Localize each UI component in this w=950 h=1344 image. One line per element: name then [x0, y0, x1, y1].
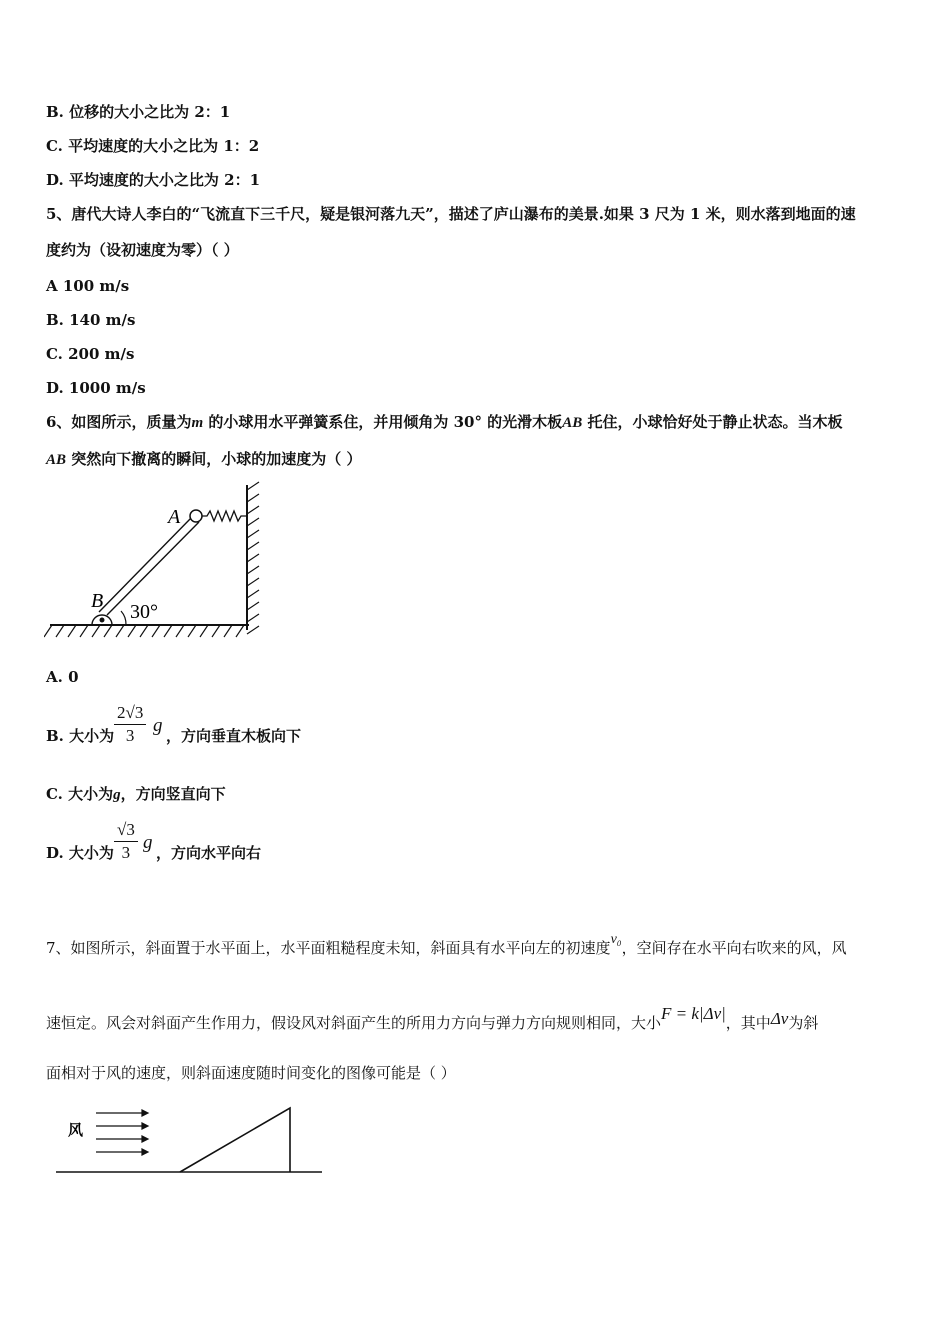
q5-option-a: A 100 m/s — [46, 277, 130, 295]
q6-option-d-label: D. 大小为 — [46, 844, 114, 862]
q7-stem-line2 — [46, 1004, 819, 1033]
hinge-pin — [100, 618, 105, 623]
label-a: A — [168, 506, 181, 528]
incline-block — [180, 1108, 290, 1172]
q6-option-b-direction: ，方向垂直木板向下 — [166, 727, 302, 745]
q7-initial-velocity: v₀ — [610, 932, 622, 947]
q6-option-b-fraction — [114, 703, 146, 746]
q6-option-c-label: C. 大小为 — [46, 785, 114, 803]
q6-option-b — [46, 726, 114, 746]
q6-stem-text-2: 的小球用水平弹簧系住，并用倾角为 30° 的光滑木板 — [208, 413, 563, 431]
q6-stem-line1 — [46, 412, 842, 433]
q6-mass-symbol: m — [191, 415, 204, 431]
q6-option-c-g: g — [113, 787, 121, 803]
q4-option-b: B. 位移的大小之比为 2：1 — [46, 103, 231, 121]
board-edge-1 — [99, 517, 192, 612]
angle-arc — [121, 611, 126, 625]
q6-option-d-g: g — [143, 832, 153, 853]
q5-option-b: B. 140 m/s — [46, 311, 136, 329]
fraction-numerator: 2√3 — [114, 703, 146, 725]
ball — [190, 510, 202, 522]
q5-option-c: C. 200 m/s — [46, 345, 135, 363]
q6-option-d-direction: ，方向水平向右 — [156, 844, 262, 862]
q7-stem-text-5: 为斜 — [788, 1014, 819, 1032]
ground-hatching — [44, 625, 244, 637]
q6-option-d-fraction — [114, 820, 138, 863]
q7-stem-text-3: 速恒定。风会对斜面产生作用力，假设风对斜面产生的所用力方向与弹力方向规则相同，大小 — [46, 1014, 662, 1032]
q7-figure — [54, 1100, 326, 1180]
spring — [202, 511, 247, 521]
q7-force-formula: F = k|Δv| — [661, 1004, 726, 1023]
q6-option-c-direction: ，方向竖直向下 — [120, 785, 226, 803]
q4-option-c: C. 平均速度的大小之比为 1：2 — [46, 137, 260, 155]
q6-option-d — [46, 843, 114, 863]
q6-stem-line2 — [46, 449, 361, 470]
fraction-denominator: 3 — [121, 843, 131, 862]
q6-board-symbol: AB — [562, 415, 583, 431]
q7-stem-text-1: 7、如图所示，斜面置于水平面上，水平面粗糙程度未知，斜面具有水平向左的初速度 — [46, 939, 611, 957]
q6-board-symbol-2: AB — [46, 452, 67, 468]
q7-stem-text-4: ，其中 — [725, 1014, 771, 1032]
q6-figure — [44, 480, 274, 640]
q6-option-b-g: g — [153, 715, 163, 736]
wall-hatching — [247, 482, 259, 634]
q6-stem-text-3: 托住，小球恰好处于静止状态。当木板 — [587, 413, 843, 431]
q6-option-c — [46, 784, 226, 805]
q5-stem-line2: 度约为（设初速度为零）（ ） — [46, 241, 239, 259]
wind-arrows — [96, 1110, 148, 1155]
q6-stem-text-1: 6、如图所示，质量为 — [46, 413, 192, 431]
angle-label: 30° — [130, 601, 158, 623]
fraction-numerator: √3 — [114, 820, 138, 842]
q6-option-b-label: B. 大小为 — [46, 727, 115, 745]
q5-option-d: D. 1000 m/s — [46, 379, 146, 397]
q7-stem-line3: 面相对于风的速度，则斜面速度随时间变化的图像可能是（ ） — [46, 1064, 456, 1082]
q7-stem-text-2: ，空间存在水平向右吹来的风，风 — [621, 939, 847, 957]
q6-stem-text-4: 突然向下撤离的瞬间，小球的加速度为（ ） — [71, 450, 362, 468]
q4-option-d: D. 平均速度的大小之比为 2：1 — [46, 171, 261, 189]
q7-stem-line1 — [46, 932, 847, 960]
wind-label: 风 — [68, 1123, 84, 1139]
q5-stem-line1: 5、唐代大诗人李白的“飞流直下三千尺，疑是银河落九天”，描述了庐山瀑布的美景.如果 3 尺为 1 米，则水落到地面的速 — [46, 205, 856, 223]
label-b: B — [91, 590, 104, 612]
fraction-denominator: 3 — [125, 726, 135, 745]
q7-relative-velocity: Δv — [770, 1009, 789, 1028]
q6-option-a: A. 0 — [46, 668, 79, 686]
